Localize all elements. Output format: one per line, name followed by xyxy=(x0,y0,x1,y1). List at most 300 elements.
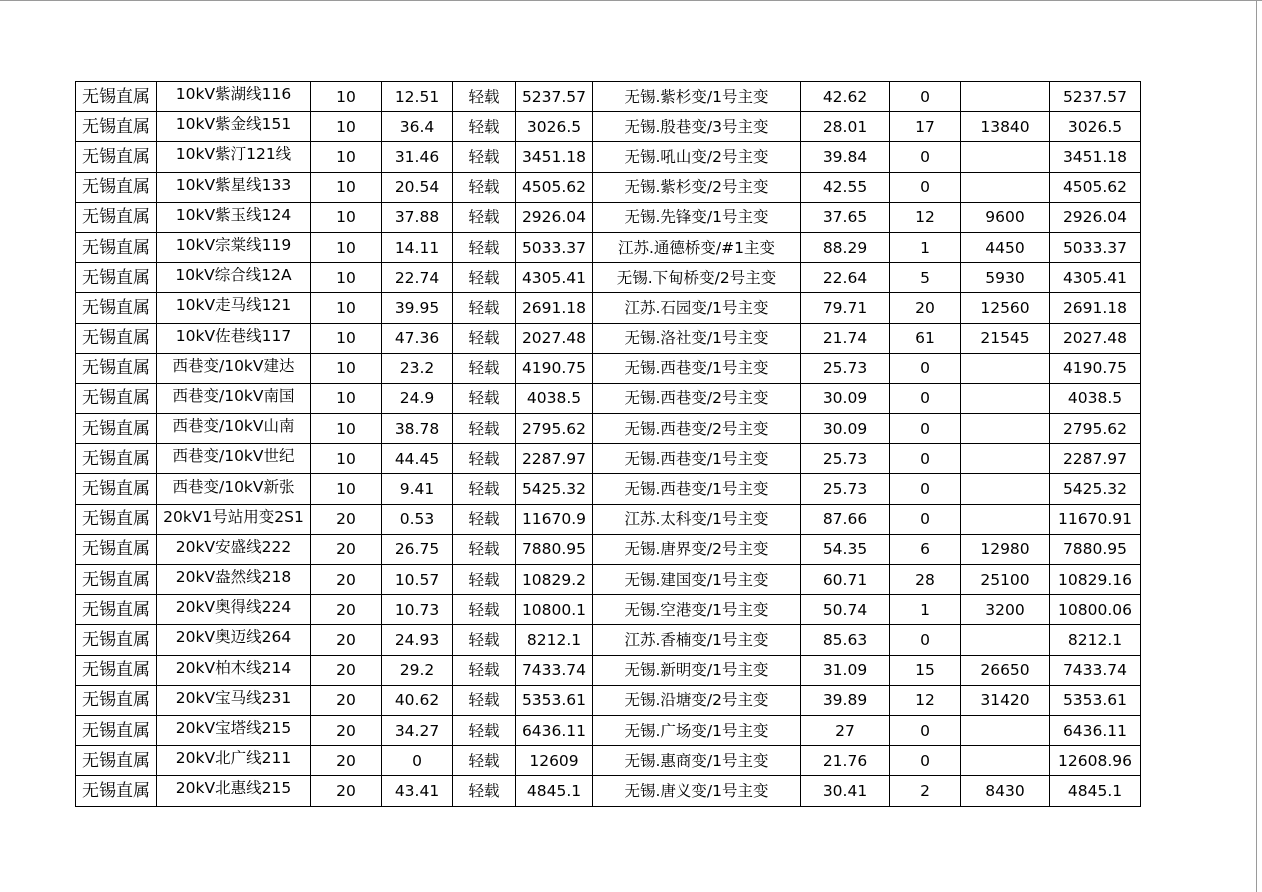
cell-unit: 无锡直属 xyxy=(76,414,157,444)
cell-voltage: 10 xyxy=(311,474,382,504)
cell-value: 26650 xyxy=(961,655,1050,685)
cell-voltage: 10 xyxy=(311,82,382,112)
cell-capacity-total: 4505.62 xyxy=(1050,172,1141,202)
cell-capacity: 2027.48 xyxy=(516,323,593,353)
cell-count: 0 xyxy=(890,353,961,383)
cell-value: 9600 xyxy=(961,202,1050,232)
cell-load-rate: 0 xyxy=(382,746,453,776)
cell-voltage: 20 xyxy=(311,655,382,685)
cell-capacity-total: 2691.18 xyxy=(1050,293,1141,323)
cell-load-rate: 24.9 xyxy=(382,383,453,413)
cell-value xyxy=(961,383,1050,413)
cell-main-transformer: 无锡.西巷变/1号主变 xyxy=(593,444,801,474)
cell-load-status: 轻载 xyxy=(453,383,516,413)
cell-load-rate: 39.95 xyxy=(382,293,453,323)
cell-load-status: 轻载 xyxy=(453,474,516,504)
table-row xyxy=(76,293,1141,323)
cell-value: 25100 xyxy=(961,565,1050,595)
cell-value xyxy=(961,142,1050,172)
cell-unit: 无锡直属 xyxy=(76,323,157,353)
cell-voltage: 10 xyxy=(311,112,382,142)
cell-count: 0 xyxy=(890,625,961,655)
cell-main-transformer: 江苏.石园变/1号主变 xyxy=(593,293,801,323)
cell-unit: 无锡直属 xyxy=(76,715,157,745)
page-top-border xyxy=(0,0,1262,1)
cell-value xyxy=(961,625,1050,655)
cell-main-transformer: 无锡.先锋变/1号主变 xyxy=(593,202,801,232)
cell-load-status: 轻载 xyxy=(453,293,516,323)
cell-load-status: 轻载 xyxy=(453,142,516,172)
table-row xyxy=(76,685,1141,715)
table-row xyxy=(76,534,1141,564)
table-row xyxy=(76,353,1141,383)
cell-value: 31420 xyxy=(961,685,1050,715)
cell-main-transformer: 无锡.空港变/1号主变 xyxy=(593,595,801,625)
cell-count: 12 xyxy=(890,685,961,715)
cell-load-rate: 23.2 xyxy=(382,353,453,383)
cell-value: 3200 xyxy=(961,595,1050,625)
cell-voltage: 10 xyxy=(311,142,382,172)
cell-main-transformer: 无锡.沿塘变/2号主变 xyxy=(593,685,801,715)
cell-value: 4450 xyxy=(961,232,1050,262)
cell-line-name xyxy=(157,172,311,202)
cell-load-rate: 31.46 xyxy=(382,142,453,172)
cell-capacity: 5033.37 xyxy=(516,232,593,262)
cell-capacity-total: 2795.62 xyxy=(1050,414,1141,444)
cell-transformer-load-rate: 50.74 xyxy=(801,595,890,625)
cell-load-status: 轻载 xyxy=(453,444,516,474)
cell-load-rate: 36.4 xyxy=(382,112,453,142)
cell-capacity-total: 3026.5 xyxy=(1050,112,1141,142)
table-row xyxy=(76,232,1141,262)
line-name-text: 20kV柏木线214 xyxy=(175,658,292,677)
cell-capacity: 4038.5 xyxy=(516,383,593,413)
cell-load-rate: 26.75 xyxy=(382,534,453,564)
table-row xyxy=(76,202,1141,232)
table-row xyxy=(76,444,1141,474)
cell-capacity: 7433.74 xyxy=(516,655,593,685)
cell-main-transformer: 无锡.建国变/1号主变 xyxy=(593,565,801,595)
table-row xyxy=(76,263,1141,293)
cell-capacity-total: 7880.95 xyxy=(1050,534,1141,564)
cell-main-transformer: 无锡.紫杉变/2号主变 xyxy=(593,172,801,202)
cell-line-name xyxy=(157,685,311,715)
cell-line-name xyxy=(157,776,311,806)
cell-count: 6 xyxy=(890,534,961,564)
cell-transformer-load-rate: 25.73 xyxy=(801,474,890,504)
table-row xyxy=(76,474,1141,504)
cell-load-rate: 37.88 xyxy=(382,202,453,232)
cell-load-status: 轻载 xyxy=(453,655,516,685)
cell-transformer-load-rate: 30.09 xyxy=(801,414,890,444)
cell-unit: 无锡直属 xyxy=(76,444,157,474)
line-name-text: 20kV1号站用变2S1 xyxy=(163,507,304,526)
cell-capacity-total: 8212.1 xyxy=(1050,625,1141,655)
cell-line-name xyxy=(157,504,311,534)
line-name-text: 20kV北惠线215 xyxy=(175,779,292,798)
cell-capacity-total: 6436.11 xyxy=(1050,715,1141,745)
cell-line-name xyxy=(157,595,311,625)
cell-unit: 无锡直属 xyxy=(76,655,157,685)
cell-voltage: 10 xyxy=(311,444,382,474)
cell-transformer-load-rate: 39.89 xyxy=(801,685,890,715)
line-name-text: 西巷变/10kV新张 xyxy=(172,477,295,496)
cell-main-transformer: 无锡.紫杉变/1号主变 xyxy=(593,82,801,112)
cell-voltage: 10 xyxy=(311,383,382,413)
cell-value: 21545 xyxy=(961,323,1050,353)
cell-load-status: 轻载 xyxy=(453,232,516,262)
cell-capacity-total: 2287.97 xyxy=(1050,444,1141,474)
cell-count: 17 xyxy=(890,112,961,142)
cell-count: 15 xyxy=(890,655,961,685)
cell-transformer-load-rate: 27 xyxy=(801,715,890,745)
cell-capacity: 2691.18 xyxy=(516,293,593,323)
cell-capacity: 2287.97 xyxy=(516,444,593,474)
cell-load-rate: 38.78 xyxy=(382,414,453,444)
line-name-text: 20kV安盛线222 xyxy=(175,537,292,556)
cell-voltage: 20 xyxy=(311,534,382,564)
cell-line-name xyxy=(157,565,311,595)
cell-line-name xyxy=(157,444,311,474)
cell-capacity-total: 7433.74 xyxy=(1050,655,1141,685)
cell-unit: 无锡直属 xyxy=(76,776,157,806)
cell-load-rate: 40.62 xyxy=(382,685,453,715)
cell-capacity: 2795.62 xyxy=(516,414,593,444)
cell-unit: 无锡直属 xyxy=(76,263,157,293)
cell-unit: 无锡直属 xyxy=(76,595,157,625)
cell-transformer-load-rate: 42.62 xyxy=(801,82,890,112)
table-row xyxy=(76,715,1141,745)
cell-count: 0 xyxy=(890,414,961,444)
cell-load-rate: 22.74 xyxy=(382,263,453,293)
cell-capacity-total: 5425.32 xyxy=(1050,474,1141,504)
cell-capacity: 4305.41 xyxy=(516,263,593,293)
cell-load-status: 轻载 xyxy=(453,112,516,142)
cell-capacity: 5353.61 xyxy=(516,685,593,715)
cell-load-status: 轻载 xyxy=(453,776,516,806)
table-row xyxy=(76,625,1141,655)
cell-unit: 无锡直属 xyxy=(76,383,157,413)
cell-load-status: 轻载 xyxy=(453,534,516,564)
cell-capacity: 5425.32 xyxy=(516,474,593,504)
cell-count: 0 xyxy=(890,82,961,112)
cell-voltage: 20 xyxy=(311,565,382,595)
cell-load-status: 轻载 xyxy=(453,202,516,232)
cell-line-name xyxy=(157,293,311,323)
cell-value xyxy=(961,82,1050,112)
cell-transformer-load-rate: 37.65 xyxy=(801,202,890,232)
cell-transformer-load-rate: 25.73 xyxy=(801,353,890,383)
cell-load-status: 轻载 xyxy=(453,353,516,383)
cell-voltage: 20 xyxy=(311,746,382,776)
cell-line-name xyxy=(157,414,311,444)
data-table xyxy=(75,81,1141,807)
cell-transformer-load-rate: 31.09 xyxy=(801,655,890,685)
cell-capacity: 6436.11 xyxy=(516,715,593,745)
cell-unit: 无锡直属 xyxy=(76,625,157,655)
cell-count: 0 xyxy=(890,504,961,534)
table-row xyxy=(76,142,1141,172)
cell-transformer-load-rate: 28.01 xyxy=(801,112,890,142)
cell-line-name xyxy=(157,232,311,262)
cell-count: 0 xyxy=(890,142,961,172)
cell-line-name xyxy=(157,353,311,383)
cell-count: 1 xyxy=(890,595,961,625)
cell-main-transformer: 无锡.吼山变/2号主变 xyxy=(593,142,801,172)
cell-capacity-total: 4305.41 xyxy=(1050,263,1141,293)
cell-unit: 无锡直属 xyxy=(76,353,157,383)
table-row xyxy=(76,776,1141,806)
cell-capacity: 2926.04 xyxy=(516,202,593,232)
line-name-text: 10kV紫玉线124 xyxy=(175,205,292,224)
cell-transformer-load-rate: 87.66 xyxy=(801,504,890,534)
cell-capacity-total: 4038.5 xyxy=(1050,383,1141,413)
cell-count: 0 xyxy=(890,715,961,745)
cell-line-name xyxy=(157,383,311,413)
cell-unit: 无锡直属 xyxy=(76,565,157,595)
cell-capacity: 4505.62 xyxy=(516,172,593,202)
cell-load-status: 轻载 xyxy=(453,82,516,112)
cell-main-transformer: 无锡.新明变/1号主变 xyxy=(593,655,801,685)
cell-load-rate: 12.51 xyxy=(382,82,453,112)
cell-load-status: 轻载 xyxy=(453,504,516,534)
cell-load-rate: 24.93 xyxy=(382,625,453,655)
table-row xyxy=(76,323,1141,353)
cell-count: 12 xyxy=(890,202,961,232)
cell-unit: 无锡直属 xyxy=(76,202,157,232)
cell-unit: 无锡直属 xyxy=(76,746,157,776)
cell-voltage: 10 xyxy=(311,202,382,232)
cell-capacity-total: 10800.06 xyxy=(1050,595,1141,625)
cell-count: 0 xyxy=(890,444,961,474)
cell-transformer-load-rate: 22.64 xyxy=(801,263,890,293)
cell-unit: 无锡直属 xyxy=(76,504,157,534)
cell-value: 5930 xyxy=(961,263,1050,293)
table-row xyxy=(76,172,1141,202)
cell-unit: 无锡直属 xyxy=(76,685,157,715)
cell-load-rate: 20.54 xyxy=(382,172,453,202)
line-name-text: 10kV紫星线133 xyxy=(175,175,292,194)
table-row xyxy=(76,112,1141,142)
line-name-text: 10kV走马线121 xyxy=(175,296,292,315)
cell-line-name xyxy=(157,655,311,685)
cell-capacity-total: 4190.75 xyxy=(1050,353,1141,383)
cell-line-name xyxy=(157,202,311,232)
line-name-text: 20kV盎然线218 xyxy=(175,568,292,587)
cell-count: 61 xyxy=(890,323,961,353)
cell-line-name xyxy=(157,625,311,655)
cell-transformer-load-rate: 54.35 xyxy=(801,534,890,564)
cell-value xyxy=(961,444,1050,474)
cell-voltage: 10 xyxy=(311,172,382,202)
cell-main-transformer: 无锡.惠商变/1号主变 xyxy=(593,746,801,776)
cell-load-status: 轻载 xyxy=(453,625,516,655)
cell-load-rate: 10.57 xyxy=(382,565,453,595)
cell-capacity: 4190.75 xyxy=(516,353,593,383)
cell-voltage: 10 xyxy=(311,232,382,262)
cell-transformer-load-rate: 25.73 xyxy=(801,444,890,474)
cell-line-name xyxy=(157,534,311,564)
table-row xyxy=(76,82,1141,112)
cell-main-transformer: 无锡.西巷变/1号主变 xyxy=(593,353,801,383)
cell-value xyxy=(961,474,1050,504)
cell-value xyxy=(961,504,1050,534)
cell-main-transformer: 江苏.通德桥变/#1主变 xyxy=(593,232,801,262)
cell-count: 0 xyxy=(890,746,961,776)
table-row xyxy=(76,595,1141,625)
cell-transformer-load-rate: 88.29 xyxy=(801,232,890,262)
line-name-text: 10kV宗棠线119 xyxy=(175,236,292,255)
cell-line-name xyxy=(157,715,311,745)
cell-capacity-total: 5353.61 xyxy=(1050,685,1141,715)
cell-load-rate: 34.27 xyxy=(382,715,453,745)
cell-voltage: 20 xyxy=(311,625,382,655)
line-name-text: 20kV奥得线224 xyxy=(175,598,292,617)
cell-count: 0 xyxy=(890,172,961,202)
cell-value: 13840 xyxy=(961,112,1050,142)
line-name-text: 10kV综合线12A xyxy=(175,266,292,285)
line-name-text: 10kV紫金线151 xyxy=(175,115,292,134)
cell-load-status: 轻载 xyxy=(453,685,516,715)
cell-main-transformer: 无锡.广场变/1号主变 xyxy=(593,715,801,745)
cell-load-status: 轻载 xyxy=(453,565,516,595)
cell-line-name xyxy=(157,746,311,776)
line-name-text: 20kV北广线211 xyxy=(175,749,292,768)
cell-load-rate: 47.36 xyxy=(382,323,453,353)
cell-load-status: 轻载 xyxy=(453,172,516,202)
cell-capacity-total: 12608.96 xyxy=(1050,746,1141,776)
cell-transformer-load-rate: 21.76 xyxy=(801,746,890,776)
cell-main-transformer: 无锡.西巷变/2号主变 xyxy=(593,383,801,413)
cell-main-transformer: 无锡.西巷变/2号主变 xyxy=(593,414,801,444)
line-name-text: 10kV佐巷线117 xyxy=(175,326,292,345)
table-row xyxy=(76,414,1141,444)
cell-load-rate: 44.45 xyxy=(382,444,453,474)
cell-value xyxy=(961,414,1050,444)
cell-load-status: 轻载 xyxy=(453,414,516,444)
cell-voltage: 20 xyxy=(311,776,382,806)
cell-unit: 无锡直属 xyxy=(76,474,157,504)
cell-voltage: 20 xyxy=(311,685,382,715)
cell-main-transformer: 江苏.香楠变/1号主变 xyxy=(593,625,801,655)
table-row xyxy=(76,655,1141,685)
cell-transformer-load-rate: 79.71 xyxy=(801,293,890,323)
cell-transformer-load-rate: 60.71 xyxy=(801,565,890,595)
cell-load-rate: 43.41 xyxy=(382,776,453,806)
cell-load-rate: 29.2 xyxy=(382,655,453,685)
cell-main-transformer: 无锡.洛社变/1号主变 xyxy=(593,323,801,353)
line-name-text: 10kV紫湖线116 xyxy=(175,85,292,104)
cell-unit: 无锡直属 xyxy=(76,232,157,262)
cell-load-status: 轻载 xyxy=(453,323,516,353)
page-right-border xyxy=(1256,0,1257,892)
cell-line-name xyxy=(157,263,311,293)
cell-capacity: 11670.9 xyxy=(516,504,593,534)
cell-load-rate: 9.41 xyxy=(382,474,453,504)
table-row xyxy=(76,746,1141,776)
cell-capacity: 7880.95 xyxy=(516,534,593,564)
cell-value xyxy=(961,172,1050,202)
table-row xyxy=(76,383,1141,413)
cell-capacity: 10829.2 xyxy=(516,565,593,595)
cell-capacity: 3451.18 xyxy=(516,142,593,172)
cell-transformer-load-rate: 30.41 xyxy=(801,776,890,806)
cell-unit: 无锡直属 xyxy=(76,172,157,202)
cell-main-transformer: 江苏.太科变/1号主变 xyxy=(593,504,801,534)
cell-capacity-total: 5033.37 xyxy=(1050,232,1141,262)
table-row xyxy=(76,504,1141,534)
cell-capacity-total: 2926.04 xyxy=(1050,202,1141,232)
cell-capacity-total: 2027.48 xyxy=(1050,323,1141,353)
line-name-text: 西巷变/10kV南国 xyxy=(172,386,295,405)
cell-count: 28 xyxy=(890,565,961,595)
cell-unit: 无锡直属 xyxy=(76,293,157,323)
line-name-text: 西巷变/10kV建达 xyxy=(172,356,295,375)
cell-capacity-total: 3451.18 xyxy=(1050,142,1141,172)
cell-transformer-load-rate: 30.09 xyxy=(801,383,890,413)
line-name-text: 西巷变/10kV世纪 xyxy=(172,447,295,466)
cell-transformer-load-rate: 21.74 xyxy=(801,323,890,353)
cell-unit: 无锡直属 xyxy=(76,142,157,172)
cell-line-name xyxy=(157,82,311,112)
cell-count: 1 xyxy=(890,232,961,262)
cell-count: 5 xyxy=(890,263,961,293)
cell-count: 20 xyxy=(890,293,961,323)
cell-transformer-load-rate: 85.63 xyxy=(801,625,890,655)
cell-capacity-total: 4845.1 xyxy=(1050,776,1141,806)
cell-main-transformer: 无锡.下甸桥变/2号主变 xyxy=(593,263,801,293)
cell-capacity: 8212.1 xyxy=(516,625,593,655)
cell-main-transformer: 无锡.唐义变/1号主变 xyxy=(593,776,801,806)
cell-load-status: 轻载 xyxy=(453,595,516,625)
cell-load-rate: 0.53 xyxy=(382,504,453,534)
cell-voltage: 20 xyxy=(311,504,382,534)
cell-voltage: 10 xyxy=(311,323,382,353)
cell-load-status: 轻载 xyxy=(453,715,516,745)
cell-line-name xyxy=(157,323,311,353)
cell-main-transformer: 无锡.唐界变/2号主变 xyxy=(593,534,801,564)
cell-transformer-load-rate: 39.84 xyxy=(801,142,890,172)
line-name-text: 10kV紫汀121线 xyxy=(175,145,292,164)
cell-value: 8430 xyxy=(961,776,1050,806)
cell-value xyxy=(961,746,1050,776)
cell-capacity-total: 10829.16 xyxy=(1050,565,1141,595)
cell-voltage: 20 xyxy=(311,715,382,745)
line-name-text: 20kV宝塔线215 xyxy=(175,719,292,738)
cell-capacity: 4845.1 xyxy=(516,776,593,806)
cell-main-transformer: 无锡.殷巷变/3号主变 xyxy=(593,112,801,142)
cell-load-status: 轻载 xyxy=(453,263,516,293)
cell-transformer-load-rate: 42.55 xyxy=(801,172,890,202)
cell-voltage: 10 xyxy=(311,263,382,293)
cell-load-rate: 10.73 xyxy=(382,595,453,625)
cell-capacity-total: 11670.91 xyxy=(1050,504,1141,534)
cell-capacity: 12609 xyxy=(516,746,593,776)
cell-count: 0 xyxy=(890,383,961,413)
cell-load-rate: 14.11 xyxy=(382,232,453,262)
cell-line-name xyxy=(157,112,311,142)
cell-count: 2 xyxy=(890,776,961,806)
cell-value: 12560 xyxy=(961,293,1050,323)
line-name-text: 20kV宝马线231 xyxy=(175,688,292,707)
cell-main-transformer: 无锡.西巷变/1号主变 xyxy=(593,474,801,504)
cell-unit: 无锡直属 xyxy=(76,112,157,142)
cell-value: 12980 xyxy=(961,534,1050,564)
line-name-text: 西巷变/10kV山南 xyxy=(172,417,295,436)
cell-value xyxy=(961,353,1050,383)
cell-voltage: 10 xyxy=(311,293,382,323)
cell-voltage: 10 xyxy=(311,353,382,383)
